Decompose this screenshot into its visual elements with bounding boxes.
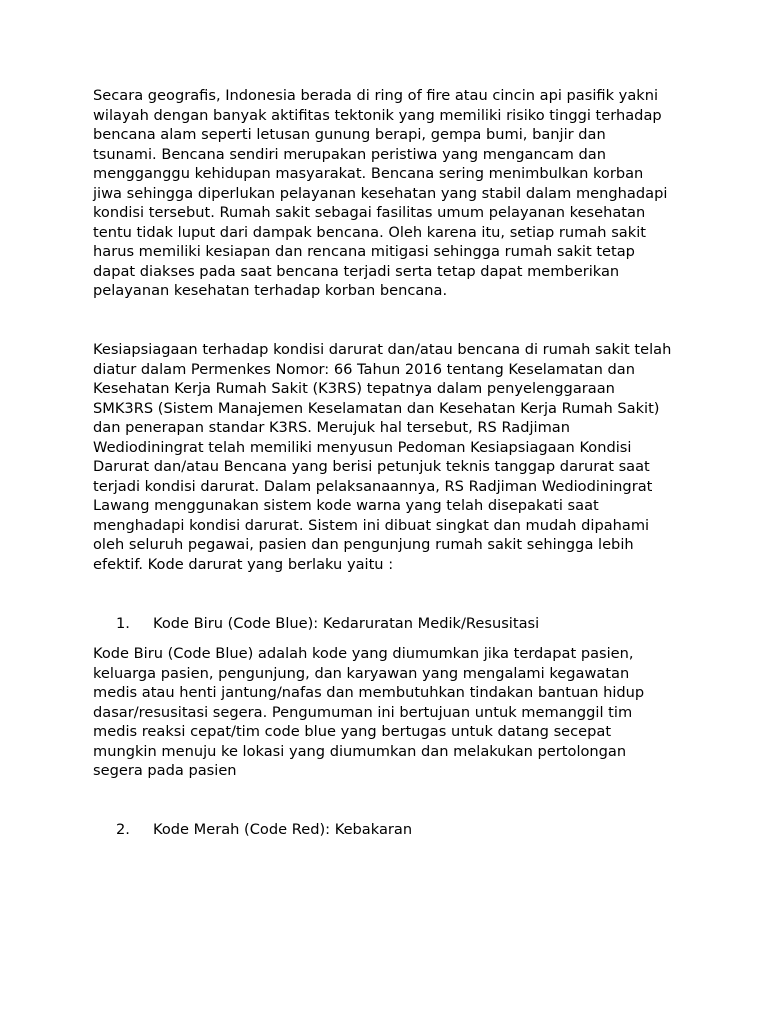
paragraph-spacer [93,301,673,340]
code-blue-paragraph: Kode Biru (Code Blue) adalah kode yang diumumkan jika terdapat pasien, keluarga pasien, pengunjung, dan karyawan yang mengalami kegawatan medis atau henti jantung/nafas dan membutuhkan tindakan bantuan hidup dasar/resusitasi segera. Pengumuman ini bertujuan untuk memanggil tim medis reaksi cepat/tim code blue yang bertugas untuk datang secepat mungkin menuju ke lokasi yang diumumkan dan melakukan pertolongan segera pada pasien [93,645,645,780]
list-heading: Kode Merah (Code Red): Kebakaran [153,820,413,838]
list-number: 1. [116,614,130,632]
paragraph-spacer [93,575,673,614]
regulation-paragraph: Kesiapsiagaan terhadap kondisi darurat dan/atau bencana di rumah sakit telah diatur dalam Permenkes Nomor: 66 Tahun 2016 tentang Keselamatan dan Kesehatan Kerja Rumah Sakit (K3RS) tepatnya dalam penyelenggaraan SMK3RS (Sistem Manajemen Keselamatan dan Kesehatan Kerja Rumah Sakit) dan penerapan standar K3RS. Merujuk hal tersebut, RS Radjiman Wediodiningrat telah memiliki menyusun Pedoman Kesiapsiagaan Kondisi Darurat dan/atau Bencana yang berisi petunjuk teknis tanggap darurat saat terjadi kondisi darurat. Dalam pelaksanaannya, RS Radjiman Wediodiningrat Lawang menggunakan sistem kode warna yang telah disepakati saat menghadapi kondisi darurat. Sistem ini dibuat singkat dan mudah dipahami oleh seluruh pegawai, pasien dan pengunjung rumah sakit sehingga lebih efektif. Kode darurat yang berlaku yaitu : [93,341,672,574]
list-heading: Kode Biru (Code Blue): Kedaruratan Medik/Resusitasi [153,614,540,632]
list-item-code-red [93,820,673,840]
intro-paragraph: Secara geografis, Indonesia berada di ring of fire atau cincin api pasifik yakni wilayah dengan banyak aktifitas tektonik yang memiliki risiko tinggi terhadap bencana alam seperti letusan gunung berapi, gempa bumi, banjir dan tsunami. Bencana sendiri merupakan peristiwa yang mengancam dan mengganggu kehidupan masyarakat. Bencana sering menimbulkan korban jiwa sehingga diperlukan pelayanan kesehatan yang stabil dalam menghadapi kondisi tersebut. Rumah sakit sebagai fasilitas umum pelayanan kesehatan tentu tidak luput dari dampak bencana. Oleh karena itu, setiap rumah sakit harus memiliki kesiapan dan rencana mitigasi sehingga rumah sakit tetap dapat diakses pada saat bencana terjadi serta tetap dapat memberikan pelayanan kesehatan terhadap korban bencana. [93,87,668,300]
paragraph-spacer [93,633,673,644]
list-number: 2. [116,820,130,838]
list-item-code-blue [93,614,673,634]
document-body [93,86,673,840]
paragraph-spacer [93,781,673,820]
